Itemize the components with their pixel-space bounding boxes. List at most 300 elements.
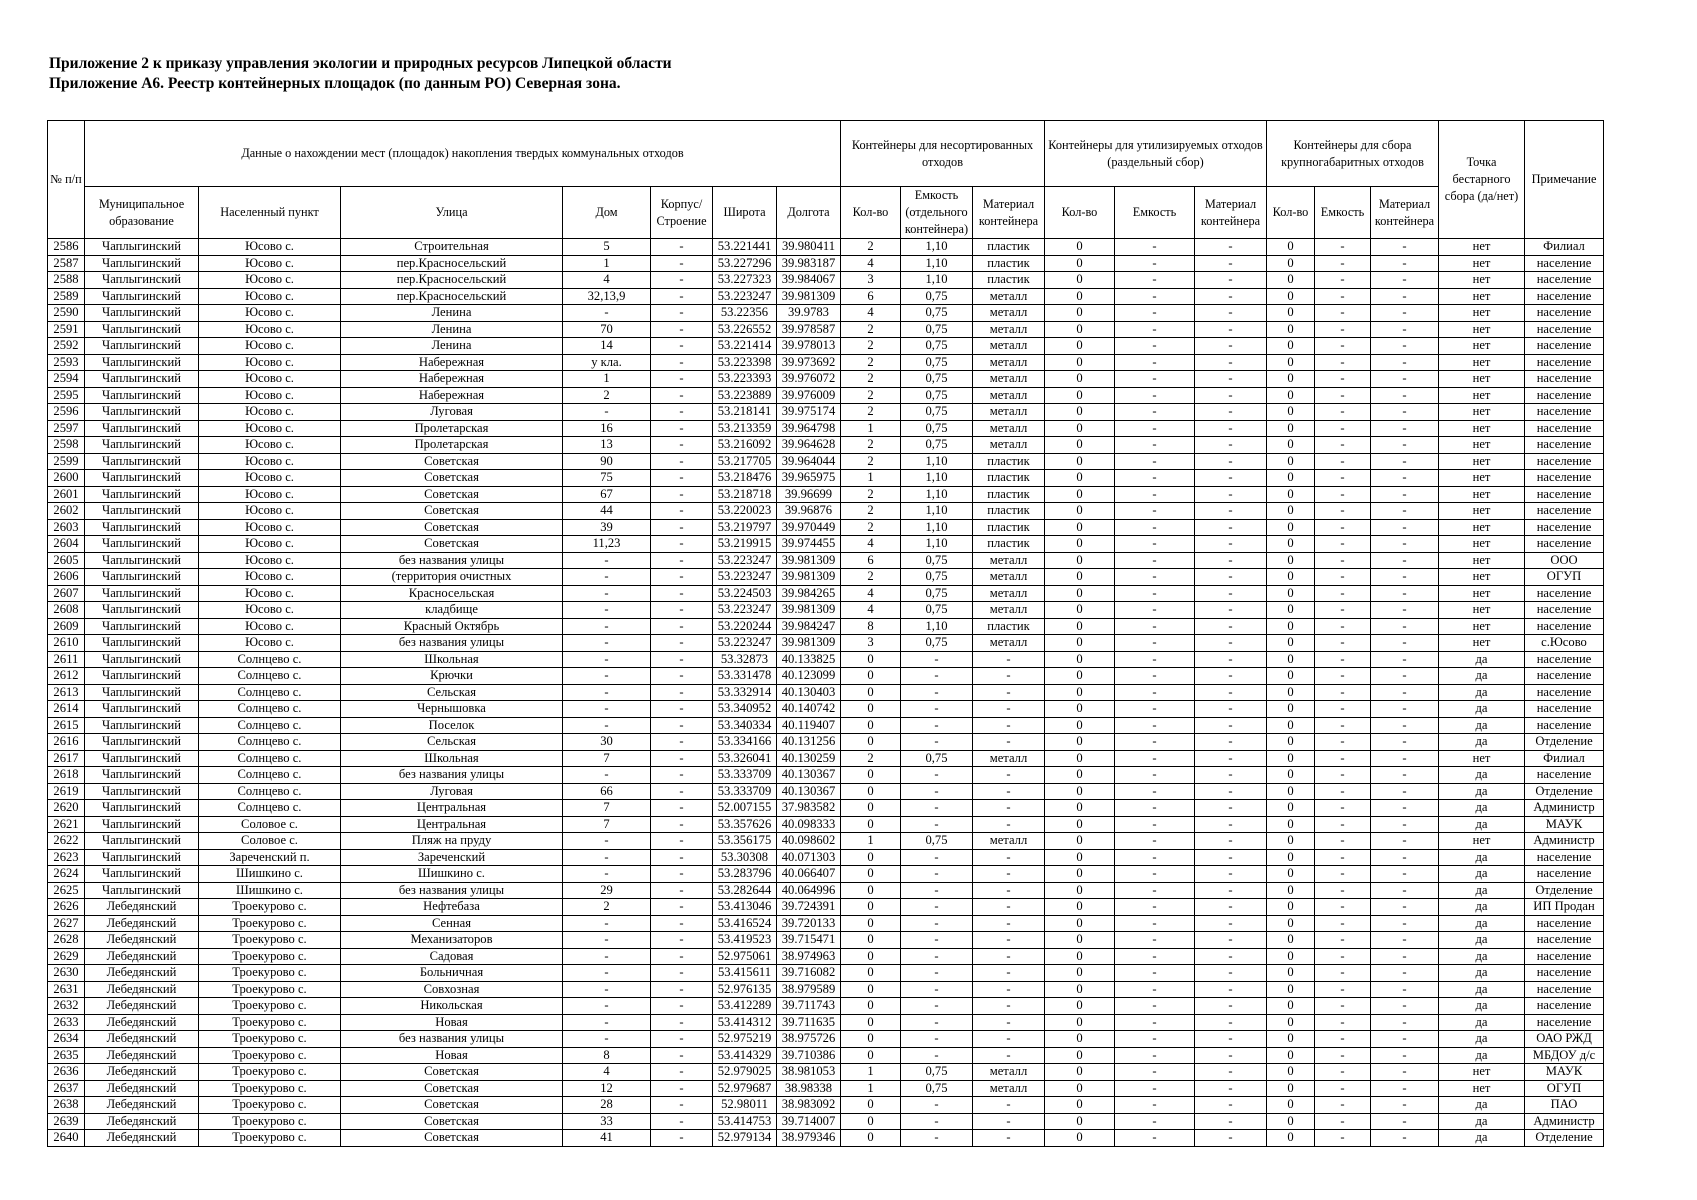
cell-municipality: Лебедянский [85, 981, 199, 998]
cell-u-capacity: - [901, 915, 973, 932]
cell-u-capacity: 1,10 [901, 453, 973, 470]
cell-lon: 38.981053 [777, 1064, 841, 1081]
header-building: Корпус/ Строение [651, 187, 713, 239]
cell-lat: 53.227296 [713, 255, 777, 272]
cell-settlement: Юсово с. [199, 354, 341, 371]
cell-lon: 37.983582 [777, 800, 841, 817]
cell-note: Отделение [1525, 734, 1604, 751]
cell-num: 2599 [48, 453, 85, 470]
cell-u-material: металл [973, 387, 1045, 404]
cell-b-capacity: - [1315, 338, 1371, 355]
cell-municipality: Чаплыгинский [85, 239, 199, 256]
cell-building: - [651, 1064, 713, 1081]
cell-lon: 39.981309 [777, 288, 841, 305]
cell-r-capacity: - [1115, 800, 1195, 817]
table-row [48, 1031, 1604, 1048]
cell-building: - [651, 981, 713, 998]
cell-num: 2602 [48, 503, 85, 520]
cell-u-count: 0 [841, 767, 901, 784]
cell-municipality: Чаплыгинский [85, 519, 199, 536]
table-row [48, 338, 1604, 355]
cell-point: да [1439, 668, 1525, 685]
cell-b-material: - [1371, 470, 1439, 487]
cell-r-count: 0 [1045, 536, 1115, 553]
cell-r-count: 0 [1045, 371, 1115, 388]
cell-point: да [1439, 882, 1525, 899]
cell-building: - [651, 420, 713, 437]
cell-point: да [1439, 816, 1525, 833]
cell-b-material: - [1371, 635, 1439, 652]
header-unsorted-group: Контейнеры для несортированных отходов [841, 121, 1045, 187]
cell-lat: 53.223247 [713, 602, 777, 619]
cell-note: население [1525, 981, 1604, 998]
cell-note: МБДОУ д/с [1525, 1047, 1604, 1064]
cell-b-capacity: - [1315, 750, 1371, 767]
cell-point: нет [1439, 437, 1525, 454]
cell-b-count: 0 [1267, 321, 1315, 338]
cell-num: 2638 [48, 1097, 85, 1114]
cell-note: Филиал [1525, 239, 1604, 256]
cell-num: 2621 [48, 816, 85, 833]
cell-u-capacity: 0,75 [901, 288, 973, 305]
cell-r-capacity: - [1115, 1031, 1195, 1048]
cell-street: Новая [341, 1047, 563, 1064]
cell-street: Зареченский [341, 849, 563, 866]
header-bulky-group: Контейнеры для сбора крупногабаритных отходов [1267, 121, 1439, 187]
cell-r-capacity: - [1115, 239, 1195, 256]
cell-u-count: 3 [841, 272, 901, 289]
cell-b-capacity: - [1315, 948, 1371, 965]
cell-municipality: Лебедянский [85, 1080, 199, 1097]
cell-b-count: 0 [1267, 519, 1315, 536]
cell-r-count: 0 [1045, 305, 1115, 322]
cell-lon: 39.984247 [777, 618, 841, 635]
cell-street: Советская [341, 1130, 563, 1147]
cell-lon: 40.140742 [777, 701, 841, 718]
cell-lat: 53.223247 [713, 552, 777, 569]
cell-r-count: 0 [1045, 750, 1115, 767]
cell-u-material: металл [973, 288, 1045, 305]
cell-lat: 53.220244 [713, 618, 777, 635]
table-row [48, 420, 1604, 437]
cell-street: Центральная [341, 800, 563, 817]
cell-r-count: 0 [1045, 288, 1115, 305]
cell-r-material: - [1195, 239, 1267, 256]
cell-u-material: пластик [973, 255, 1045, 272]
cell-b-count: 0 [1267, 552, 1315, 569]
cell-lon: 40.133825 [777, 651, 841, 668]
cell-b-count: 0 [1267, 1064, 1315, 1081]
cell-r-capacity: - [1115, 387, 1195, 404]
cell-settlement: Троекурово с. [199, 1031, 341, 1048]
cell-r-count: 0 [1045, 998, 1115, 1015]
cell-b-material: - [1371, 420, 1439, 437]
cell-num: 2615 [48, 717, 85, 734]
cell-house: - [563, 1031, 651, 1048]
cell-b-count: 0 [1267, 915, 1315, 932]
cell-b-capacity: - [1315, 1031, 1371, 1048]
cell-lat: 53.340334 [713, 717, 777, 734]
cell-settlement: Троекурово с. [199, 899, 341, 916]
cell-building: - [651, 618, 713, 635]
cell-building: - [651, 1080, 713, 1097]
cell-r-material: - [1195, 288, 1267, 305]
cell-b-material: - [1371, 486, 1439, 503]
header-recyclable-group: Контейнеры для утилизируемых отходов (раздельный сбор) [1045, 121, 1267, 187]
cell-lat: 52.979134 [713, 1130, 777, 1147]
cell-r-count: 0 [1045, 503, 1115, 520]
cell-r-capacity: - [1115, 965, 1195, 982]
cell-municipality: Чаплыгинский [85, 486, 199, 503]
cell-lon: 39.710386 [777, 1047, 841, 1064]
cell-street: пер.Красносельский [341, 272, 563, 289]
table-row [48, 255, 1604, 272]
cell-lon: 39.980411 [777, 239, 841, 256]
cell-num: 2591 [48, 321, 85, 338]
cell-r-capacity: - [1115, 981, 1195, 998]
table-row [48, 239, 1604, 256]
cell-b-material: - [1371, 371, 1439, 388]
registry-table [47, 120, 1604, 1147]
table-body [48, 239, 1604, 1147]
cell-b-count: 0 [1267, 1130, 1315, 1147]
cell-u-material: - [973, 1113, 1045, 1130]
cell-r-capacity: - [1115, 420, 1195, 437]
cell-house: 2 [563, 899, 651, 916]
cell-b-material: - [1371, 684, 1439, 701]
cell-u-material: металл [973, 1064, 1045, 1081]
table-row [48, 272, 1604, 289]
header-lat: Широта [713, 187, 777, 239]
header-b-count: Кол-во [1267, 187, 1315, 239]
cell-u-count: 6 [841, 552, 901, 569]
cell-point: да [1439, 1031, 1525, 1048]
cell-building: - [651, 305, 713, 322]
cell-num: 2626 [48, 899, 85, 916]
cell-municipality: Чаплыгинский [85, 321, 199, 338]
cell-u-capacity: - [901, 800, 973, 817]
cell-note: население [1525, 618, 1604, 635]
cell-b-material: - [1371, 321, 1439, 338]
cell-u-count: 0 [841, 998, 901, 1015]
cell-u-capacity: 1,10 [901, 255, 973, 272]
cell-r-material: - [1195, 932, 1267, 949]
table-row [48, 932, 1604, 949]
cell-street: Чернышовка [341, 701, 563, 718]
cell-note: Администр [1525, 833, 1604, 850]
cell-num: 2589 [48, 288, 85, 305]
cell-u-count: 2 [841, 354, 901, 371]
cell-b-capacity: - [1315, 701, 1371, 718]
cell-municipality: Чаплыгинский [85, 255, 199, 272]
cell-street: Луговая [341, 783, 563, 800]
cell-building: - [651, 783, 713, 800]
cell-u-material: металл [973, 585, 1045, 602]
cell-lon: 38.975726 [777, 1031, 841, 1048]
header-b-capacity: Емкость [1315, 187, 1371, 239]
cell-house: 7 [563, 800, 651, 817]
cell-lon: 40.130403 [777, 684, 841, 701]
cell-r-capacity: - [1115, 899, 1195, 916]
cell-u-material: - [973, 717, 1045, 734]
cell-settlement: Юсово с. [199, 288, 341, 305]
cell-num: 2633 [48, 1014, 85, 1031]
cell-u-material: металл [973, 1080, 1045, 1097]
cell-street: Школьная [341, 750, 563, 767]
cell-r-material: - [1195, 882, 1267, 899]
cell-b-material: - [1371, 899, 1439, 916]
cell-point: нет [1439, 321, 1525, 338]
cell-b-material: - [1371, 437, 1439, 454]
cell-u-capacity: - [901, 1130, 973, 1147]
cell-lat: 53.213359 [713, 420, 777, 437]
cell-house: 5 [563, 239, 651, 256]
cell-r-material: - [1195, 536, 1267, 553]
cell-r-capacity: - [1115, 618, 1195, 635]
cell-settlement: Юсово с. [199, 635, 341, 652]
cell-b-material: - [1371, 569, 1439, 586]
cell-u-capacity: - [901, 734, 973, 751]
cell-note: население [1525, 288, 1604, 305]
cell-point: да [1439, 701, 1525, 718]
cell-u-count: 0 [841, 1047, 901, 1064]
cell-house: - [563, 833, 651, 850]
cell-lat: 53.22356 [713, 305, 777, 322]
cell-u-count: 2 [841, 750, 901, 767]
cell-lat: 52.976135 [713, 981, 777, 998]
table-row [48, 915, 1604, 932]
cell-street: Советская [341, 453, 563, 470]
cell-note: население [1525, 668, 1604, 685]
cell-u-count: 0 [841, 882, 901, 899]
cell-note: Отделение [1525, 783, 1604, 800]
cell-u-capacity: - [901, 849, 973, 866]
cell-u-capacity: 1,10 [901, 486, 973, 503]
table-row [48, 816, 1604, 833]
cell-settlement: Солнцево с. [199, 701, 341, 718]
cell-num: 2596 [48, 404, 85, 421]
cell-settlement: Троекурово с. [199, 1113, 341, 1130]
table-row [48, 288, 1604, 305]
cell-note: население [1525, 585, 1604, 602]
cell-note: население [1525, 602, 1604, 619]
cell-u-capacity: 0,75 [901, 387, 973, 404]
cell-lat: 53.216092 [713, 437, 777, 454]
cell-u-capacity: - [901, 651, 973, 668]
cell-b-capacity: - [1315, 635, 1371, 652]
cell-municipality: Чаплыгинский [85, 585, 199, 602]
cell-b-capacity: - [1315, 321, 1371, 338]
cell-house: 1 [563, 255, 651, 272]
cell-settlement: Юсово с. [199, 585, 341, 602]
cell-u-capacity: - [901, 882, 973, 899]
cell-building: - [651, 1097, 713, 1114]
cell-municipality: Чаплыгинский [85, 684, 199, 701]
cell-u-capacity: - [901, 1113, 973, 1130]
cell-b-capacity: - [1315, 420, 1371, 437]
cell-u-material: - [973, 1031, 1045, 1048]
cell-point: да [1439, 767, 1525, 784]
cell-municipality: Чаплыгинский [85, 569, 199, 586]
cell-lon: 38.979346 [777, 1130, 841, 1147]
cell-municipality: Чаплыгинский [85, 437, 199, 454]
cell-house: - [563, 602, 651, 619]
cell-b-material: - [1371, 998, 1439, 1015]
cell-lon: 39.96699 [777, 486, 841, 503]
cell-point: нет [1439, 354, 1525, 371]
cell-r-material: - [1195, 437, 1267, 454]
cell-point: да [1439, 651, 1525, 668]
cell-b-count: 0 [1267, 1047, 1315, 1064]
cell-u-material: металл [973, 305, 1045, 322]
cell-municipality: Лебедянский [85, 1014, 199, 1031]
cell-house: 29 [563, 882, 651, 899]
header-u-count: Кол-во [841, 187, 901, 239]
cell-u-capacity: - [901, 866, 973, 883]
cell-point: нет [1439, 255, 1525, 272]
cell-house: - [563, 849, 651, 866]
cell-num: 2628 [48, 932, 85, 949]
cell-building: - [651, 1014, 713, 1031]
cell-settlement: Юсово с. [199, 519, 341, 536]
cell-b-capacity: - [1315, 437, 1371, 454]
table-row [48, 750, 1604, 767]
cell-point: нет [1439, 519, 1525, 536]
cell-r-capacity: - [1115, 651, 1195, 668]
cell-note: ИП Продан [1525, 899, 1604, 916]
cell-point: нет [1439, 635, 1525, 652]
cell-u-capacity: 0,75 [901, 552, 973, 569]
cell-note: население [1525, 915, 1604, 932]
cell-note: население [1525, 767, 1604, 784]
cell-point: да [1439, 1097, 1525, 1114]
cell-u-material: - [973, 684, 1045, 701]
cell-b-capacity: - [1315, 272, 1371, 289]
cell-u-material: - [973, 800, 1045, 817]
cell-r-count: 0 [1045, 321, 1115, 338]
cell-u-count: 0 [841, 701, 901, 718]
cell-u-count: 4 [841, 255, 901, 272]
cell-u-count: 0 [841, 800, 901, 817]
cell-building: - [651, 1113, 713, 1130]
cell-note: ООО [1525, 552, 1604, 569]
table-row [48, 503, 1604, 520]
cell-lon: 39.981309 [777, 552, 841, 569]
cell-u-material: пластик [973, 618, 1045, 635]
cell-note: население [1525, 651, 1604, 668]
cell-note: население [1525, 701, 1604, 718]
cell-r-capacity: - [1115, 321, 1195, 338]
cell-note: Отделение [1525, 882, 1604, 899]
cell-r-capacity: - [1115, 272, 1195, 289]
cell-num: 2590 [48, 305, 85, 322]
cell-street: кладбище [341, 602, 563, 619]
cell-u-capacity: - [901, 684, 973, 701]
cell-settlement: Юсово с. [199, 602, 341, 619]
cell-r-capacity: - [1115, 305, 1195, 322]
cell-b-material: - [1371, 1097, 1439, 1114]
cell-street: Сельская [341, 684, 563, 701]
cell-num: 2605 [48, 552, 85, 569]
cell-u-count: 3 [841, 635, 901, 652]
cell-u-count: 0 [841, 684, 901, 701]
cell-r-material: - [1195, 651, 1267, 668]
cell-house: - [563, 948, 651, 965]
cell-r-count: 0 [1045, 668, 1115, 685]
cell-u-capacity: - [901, 816, 973, 833]
cell-u-count: 0 [841, 734, 901, 751]
cell-b-capacity: - [1315, 288, 1371, 305]
cell-street: Советская [341, 536, 563, 553]
cell-b-material: - [1371, 1064, 1439, 1081]
table-row [48, 552, 1604, 569]
cell-u-capacity: - [901, 998, 973, 1015]
cell-point: да [1439, 899, 1525, 916]
cell-b-count: 0 [1267, 239, 1315, 256]
cell-lat: 53.223247 [713, 569, 777, 586]
cell-u-material: металл [973, 321, 1045, 338]
cell-municipality: Чаплыгинский [85, 816, 199, 833]
cell-r-capacity: - [1115, 882, 1195, 899]
cell-lat: 53.413046 [713, 899, 777, 916]
cell-b-material: - [1371, 1031, 1439, 1048]
cell-num: 2592 [48, 338, 85, 355]
cell-building: - [651, 965, 713, 982]
cell-lon: 38.979589 [777, 981, 841, 998]
cell-house: - [563, 404, 651, 421]
cell-r-material: - [1195, 602, 1267, 619]
cell-u-capacity: 0,75 [901, 602, 973, 619]
cell-point: нет [1439, 536, 1525, 553]
cell-street: Центральная [341, 816, 563, 833]
cell-b-capacity: - [1315, 1064, 1371, 1081]
cell-building: - [651, 635, 713, 652]
cell-b-capacity: - [1315, 717, 1371, 734]
cell-municipality: Чаплыгинский [85, 882, 199, 899]
cell-lat: 53.226552 [713, 321, 777, 338]
cell-b-capacity: - [1315, 1113, 1371, 1130]
cell-b-count: 0 [1267, 569, 1315, 586]
cell-num: 2603 [48, 519, 85, 536]
cell-r-count: 0 [1045, 552, 1115, 569]
cell-point: нет [1439, 371, 1525, 388]
cell-lat: 53.414329 [713, 1047, 777, 1064]
header-r-capacity: Емкость [1115, 187, 1195, 239]
cell-u-count: 0 [841, 717, 901, 734]
cell-point: да [1439, 998, 1525, 1015]
cell-r-count: 0 [1045, 1064, 1115, 1081]
cell-street: Советская [341, 503, 563, 520]
cell-r-material: - [1195, 618, 1267, 635]
cell-r-capacity: - [1115, 519, 1195, 536]
cell-r-capacity: - [1115, 816, 1195, 833]
cell-municipality: Лебедянский [85, 1113, 199, 1130]
cell-house: - [563, 552, 651, 569]
header-municipality: Муниципальное образование [85, 187, 199, 239]
table-row [48, 717, 1604, 734]
cell-settlement: Юсово с. [199, 387, 341, 404]
cell-r-capacity: - [1115, 948, 1195, 965]
cell-u-capacity: 1,10 [901, 536, 973, 553]
cell-building: - [651, 255, 713, 272]
cell-r-count: 0 [1045, 1031, 1115, 1048]
cell-b-material: - [1371, 816, 1439, 833]
cell-building: - [651, 998, 713, 1015]
cell-r-material: - [1195, 783, 1267, 800]
cell-b-count: 0 [1267, 767, 1315, 784]
cell-b-count: 0 [1267, 701, 1315, 718]
cell-u-material: металл [973, 371, 1045, 388]
